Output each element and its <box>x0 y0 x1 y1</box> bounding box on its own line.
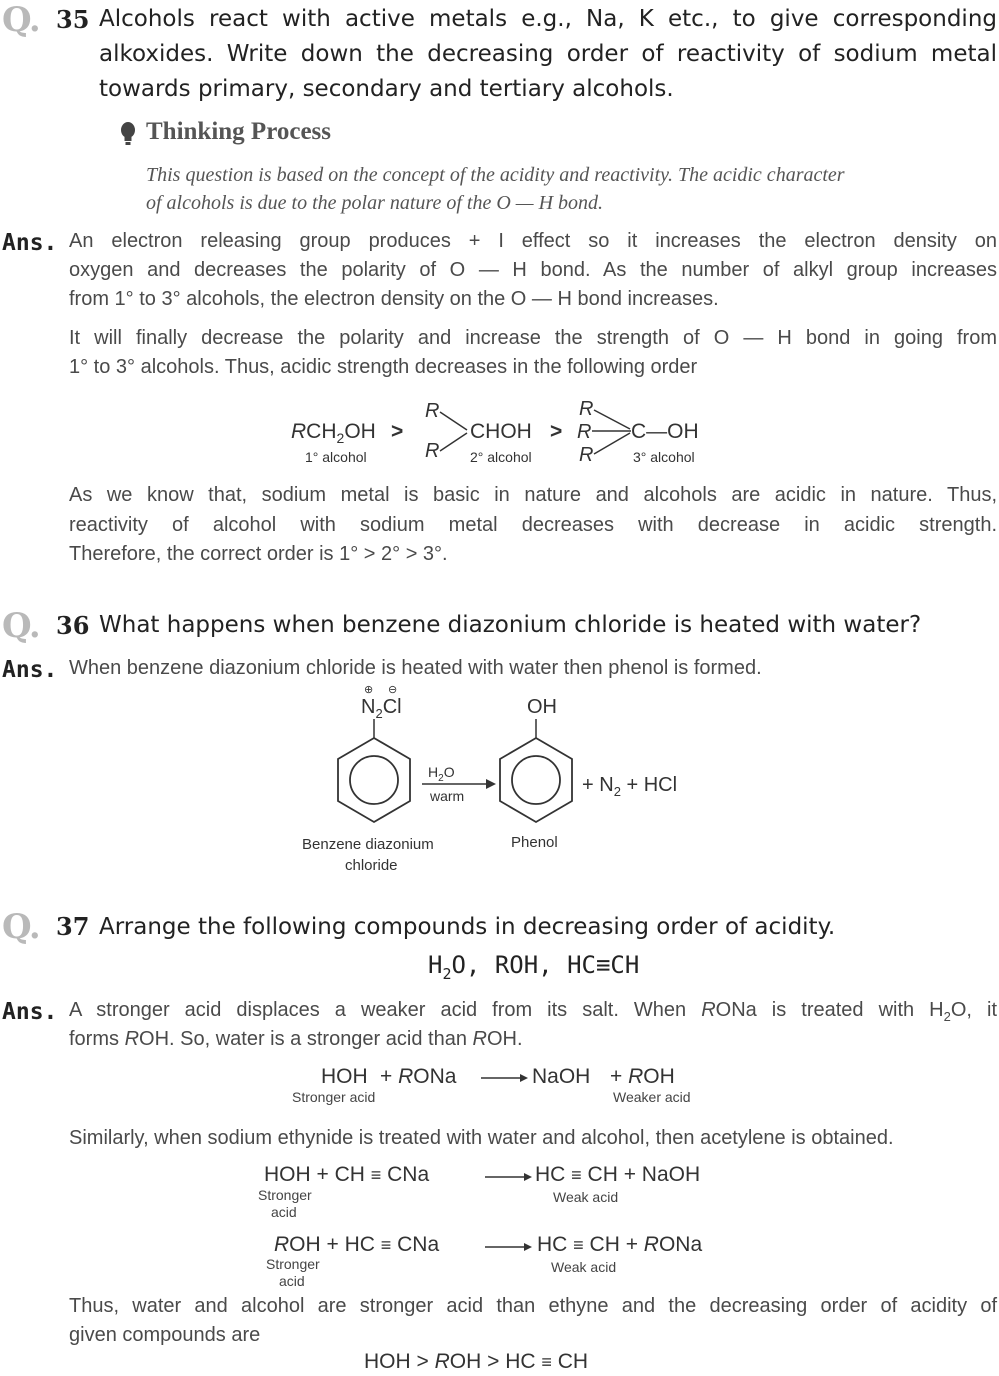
question-text-line: Alcohols react with active metals e.g., Na, K etc., to give corresponding <box>99 6 997 32</box>
primary-alcohol-formula: $RCH_2OH$ <box>291 420 376 446</box>
equation-annotation: Stronger <box>258 1187 312 1203</box>
equation-reactant: HOH <box>321 1065 368 1088</box>
r-group: R <box>425 400 440 422</box>
greater-than-sign: > <box>550 420 563 443</box>
equation-reactant: + RONa <box>380 1065 457 1088</box>
diazonium-group: $N_2Cl$ <box>361 696 402 721</box>
question-marker: Q. <box>2 0 40 40</box>
compound-list: $H_2O$, ROH, HC≡CH <box>428 951 640 983</box>
hydroxyl-group: OH <box>527 696 557 718</box>
answer-text-line: forms ROH. So, water is a stronger acid than ROH. <box>69 1028 523 1050</box>
benzene-ring-icon <box>500 738 572 822</box>
thinking-process-title: Thinking Process <box>146 118 331 145</box>
equation-annotation: acid <box>271 1204 297 1220</box>
question-number: 37 <box>56 912 90 941</box>
equation-products: HC ≡ CH + RONa <box>537 1233 703 1256</box>
equation-product: + ROH <box>610 1065 675 1088</box>
question-marker: Q. <box>2 907 40 947</box>
alcohol-acidity-scheme <box>285 395 725 475</box>
answer-text-line: Thus, water and alcohol are stronger acid than ethyne and the decreasing order of acidity of <box>69 1295 997 1317</box>
diazonium-hydrolysis-scheme <box>290 680 710 880</box>
equation-annotation: Weak acid <box>551 1259 617 1275</box>
answer-label: Ans. <box>2 999 58 1025</box>
reaction-arrow-icon <box>480 1070 530 1086</box>
tertiary-label: 3° alcohol <box>633 449 695 465</box>
equation-annotation: Weak acid <box>553 1189 619 1205</box>
condition-label: warm <box>430 788 465 804</box>
secondary-alcohol-formula: CHOH <box>470 420 532 443</box>
byproducts: + $N_2$ + HCl <box>582 774 678 799</box>
reactant-name: chloride <box>345 857 398 874</box>
answer-text-line: given compounds are <box>69 1324 261 1346</box>
primary-label: 1° alcohol <box>305 449 367 465</box>
question-text-line: towards primary, secondary and tertiary alcohols. <box>99 76 674 102</box>
r-group: R <box>577 421 592 443</box>
answer-text-line: from 1° to 3° alcohols, the electron density on the O — H bond increases. <box>69 288 719 310</box>
reactant-name: Benzene diazonium <box>302 836 434 853</box>
answer-text-line: It will finally decrease the polarity and increase the strength of O — H bond in going from <box>69 327 997 349</box>
benzene-ring-icon <box>338 738 410 822</box>
equation-annotation: Weaker acid <box>613 1089 691 1105</box>
answer-text-line: Similarly, when sodium ethynide is treated with water and alcohol, then acetylene is obtained. <box>69 1127 894 1149</box>
thinking-process-text: of alcohols is due to the polar nature of the O — H bond. <box>146 192 604 214</box>
answer-text-line: oxygen and decreases the polarity of O — H bond. As the number of alkyl group increases <box>69 259 997 281</box>
equation-reactants: HOH + CH ≡ CNa <box>264 1163 430 1186</box>
answer-text-line: reactivity of alcohol with sodium metal decreases with decrease in acidic strength. <box>69 514 997 536</box>
equation-annotation: acid <box>279 1273 305 1289</box>
r-group: R <box>425 440 440 462</box>
lightbulb-icon <box>118 120 138 148</box>
question-text: What happens when benzene diazonium chloride is heated with water? <box>99 612 922 638</box>
reaction-arrow-icon <box>484 1239 534 1255</box>
question-text-line: alkoxides. Write down the decreasing order of reactivity of sodium metal <box>99 41 997 67</box>
thinking-process-text: This question is based on the concept of the acidity and reactivity. The acidic character <box>146 164 845 186</box>
negative-charge-icon: ⊖ <box>388 684 398 696</box>
reagent-label: $H_2O$ <box>428 764 455 784</box>
tertiary-alcohol-formula: C—OH <box>631 420 699 443</box>
greater-than-sign: > <box>391 420 404 443</box>
equation-products: HC ≡ CH + NaOH <box>535 1163 701 1186</box>
product-name: Phenol <box>511 834 558 851</box>
answer-text: When benzene diazonium chloride is heated with water then phenol is formed. <box>69 657 762 679</box>
answer-text-line: A stronger acid displaces a weaker acid from its salt. When RONa is treated with $H_2O$, it <box>69 999 998 1024</box>
answer-text-line: As we know that, sodium metal is basic in nature and alcohols are acidic in nature. Thus, <box>69 484 997 506</box>
equation-reactants: ROH + HC ≡ CNa <box>274 1233 440 1256</box>
answer-text-line: Therefore, the correct order is 1° > 2° > 3°. <box>69 543 448 565</box>
answer-label: Ans. <box>2 657 58 683</box>
answer-text-line: An electron releasing group produces + I effect so it increases the electron density on <box>69 230 997 252</box>
question-number: 36 <box>56 611 90 640</box>
r-group: R <box>579 398 594 420</box>
answer-label: Ans. <box>2 230 58 256</box>
answer-text-line: 1° to 3° alcohols. Thus, acidic strength decreases in the following order <box>69 356 698 378</box>
equation-annotation: Stronger acid <box>292 1089 376 1105</box>
question-text: Arrange the following compounds in decreasing order of acidity. <box>99 914 836 940</box>
r-group: R <box>579 444 594 466</box>
equation-annotation: Stronger <box>266 1256 320 1272</box>
question-marker: Q. <box>2 606 40 646</box>
equation-product: NaOH <box>532 1065 591 1088</box>
positive-charge-icon: ⊕ <box>364 684 374 696</box>
secondary-label: 2° alcohol <box>470 449 532 465</box>
final-acidity-order: HOH > ROH > HC ≡ CH <box>364 1350 589 1373</box>
reaction-arrow-icon <box>484 1169 534 1185</box>
question-number: 35 <box>56 5 90 34</box>
